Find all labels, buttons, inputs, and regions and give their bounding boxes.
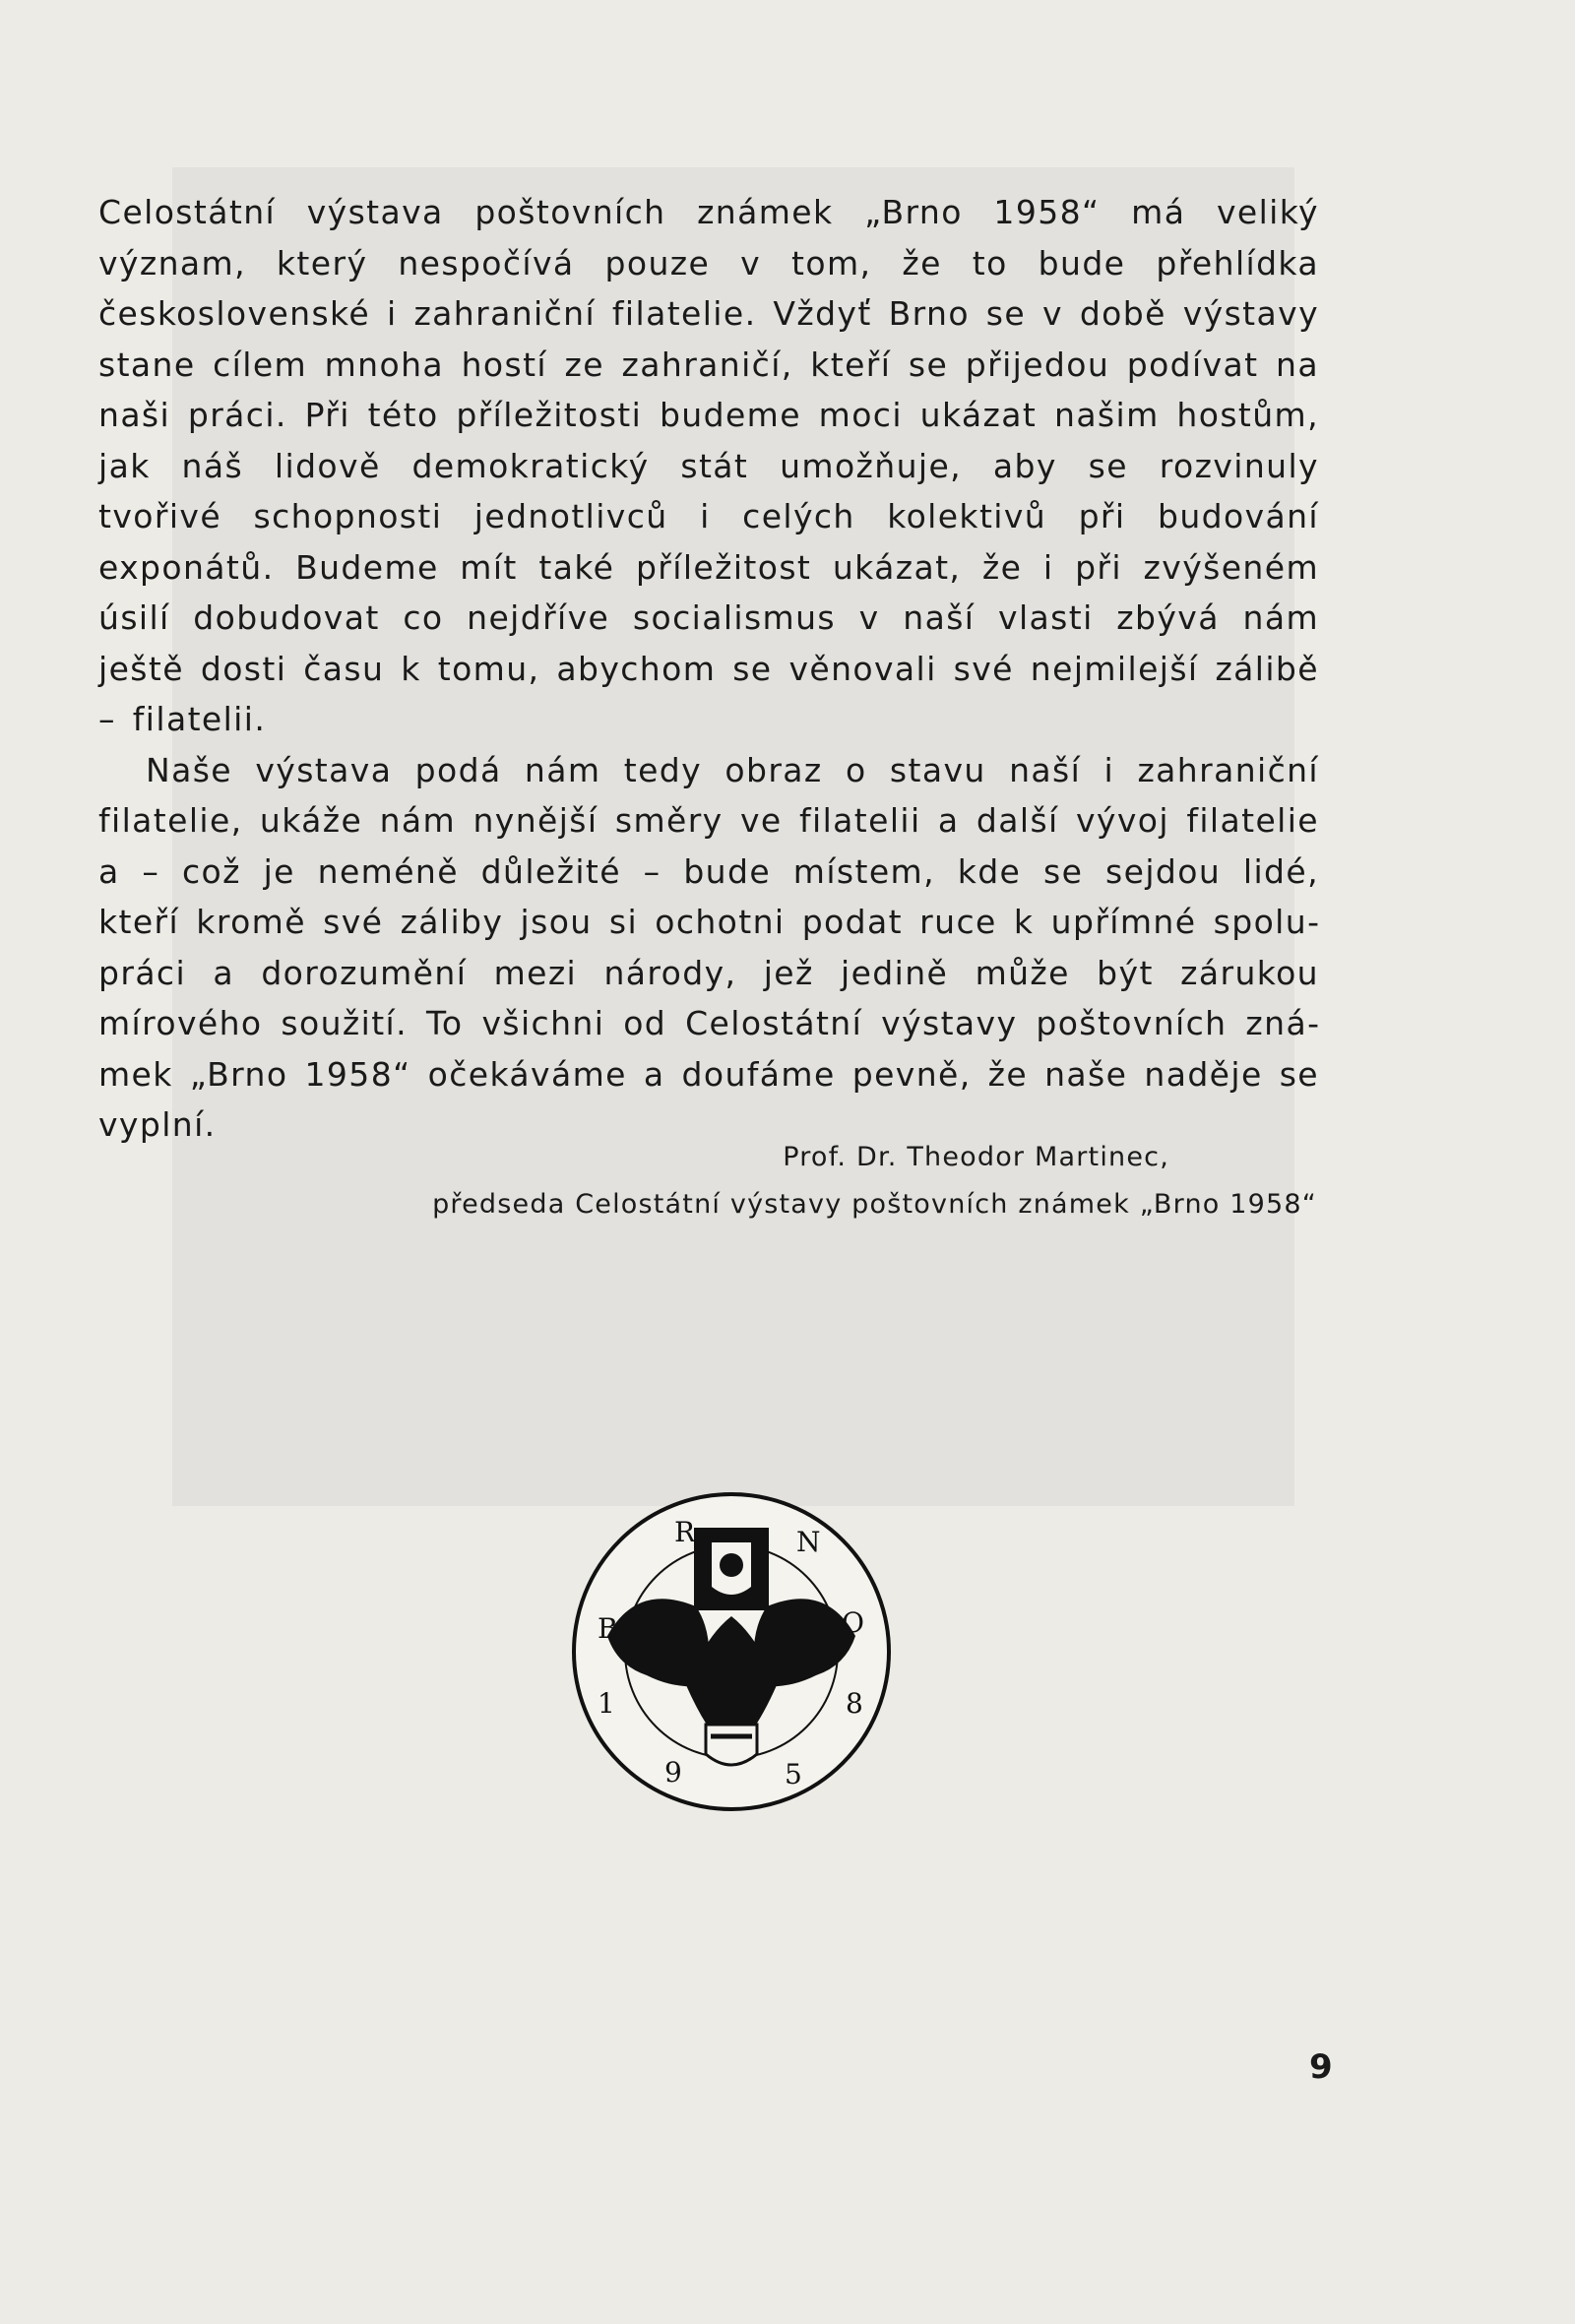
emblem-letter-n: N [796,1526,821,1558]
paragraph-2: Naše výstava podá nám tedy obraz o stavu naší i zahraniční filatelie, ukáže nám nynější směry ve filatelii a další vývoj filatelie a – což je neméně důležité – bude místem, kde se sejdou lidé, kteří kromě své záliby jsou si ochotni podat ruce k upřímné spolupráci a dorozumění mezi národy, jež jedině může být zárukou mírového soužití. To všichni od Celostátní výstavy poštovních známek „Brno 1958“ očekáváme a doufáme pevně, že naše naděje se vyplní. [98,750,1319,1144]
page-number: 9 [1309,2047,1333,2087]
emblem-digit-1: 1 [598,1687,615,1720]
emblem-letter-r: R [674,1516,696,1548]
signature-block [333,1134,1317,1228]
emblem-digit-9: 9 [664,1756,682,1789]
emblem-letter-o: O [842,1606,864,1639]
brno-1958-emblem [568,1488,895,1815]
emblem-letter-b: B [598,1612,618,1645]
body-text [98,187,1319,1151]
emblem-digit-5: 5 [785,1758,802,1790]
signature-name: Prof. Dr. Theodor Martinec, [783,1142,1169,1172]
paragraph-1: Celostátní výstava poštovních známek „Brno 1958“ má veliký význam, který nespočívá pouze v tom, že to bude přehlídka československé i zahraniční filatelie. Vždyť Brno se v době výstavy stane cílem mnoha hostí ze zahraničí, kteří se přijedou podívat na naši práci. Při této příležitosti budeme moci ukázat našim hostům, jak náš lidově demokratický stát umožňuje, aby se rozvinuly tvořivé schopnosti jednotlivců i celých kolektivů při budování exponátů. Budeme mít také příležitost ukázat, že i při zvýšeném úsilí dobudovat co nejdříve socialismus v naší vlasti zbývá nám ještě dosti času k tomu, abychom se věnovali své nejmilejší zálibě – filatelii. [98,193,1319,738]
signature-title: předseda Celostátní výstavy poštovních známek „Brno 1958“ [432,1189,1317,1220]
emblem-digit-8: 8 [846,1687,863,1720]
